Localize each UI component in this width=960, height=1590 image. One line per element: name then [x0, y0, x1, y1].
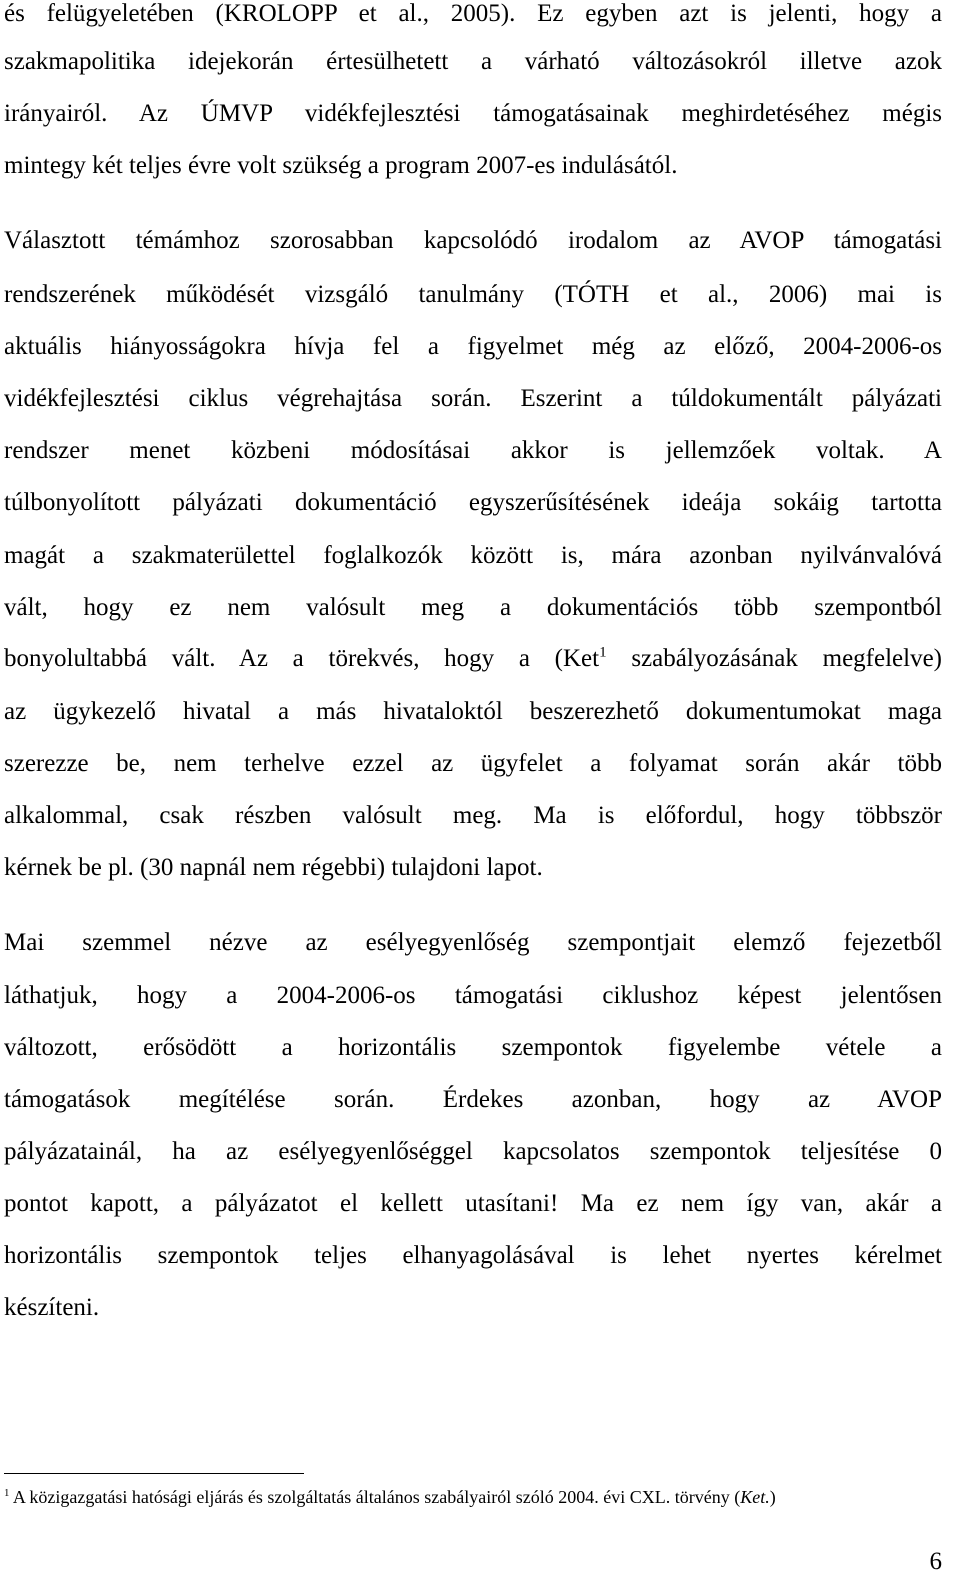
page-number: 6	[929, 1548, 942, 1575]
text-line: Választott témámhoz szorosabban kapcsolódó irodalom az AVOP támogatási	[4, 227, 942, 254]
text-line: Mai szemmel nézve az esélyegyenlőség szempontjait elemző fejezetből	[4, 929, 942, 956]
footnote-divider	[4, 1473, 304, 1474]
text-line: vált, hogy ez nem valósult meg a dokumentációs több szempontból	[4, 594, 942, 621]
text-line: és felügyeletében (KROLOPP et al., 2005). Ez egyben azt is jelenti, hogy a	[4, 0, 942, 27]
text-line: változott, erősödött a horizontális szempontok figyelembe vétele a	[4, 1034, 942, 1061]
text-line: horizontális szempontok teljes elhanyagolásával is lehet nyertes kérelmet	[4, 1242, 942, 1269]
text-fragment: bonyolultabbá vált. Az a törekvés, hogy a (Ket	[4, 645, 600, 672]
text-line: szakmapolitika idejekorán értesülhetett a várható változásokról illetve azok	[4, 48, 942, 75]
text-line: szerezze be, nem terhelve ezzel az ügyfelet a folyamat során akár több	[4, 750, 942, 777]
footnote-close: )	[769, 1487, 776, 1507]
text-line: rendszerének működését vizsgáló tanulmány (TÓTH et al., 2006) mai is	[4, 281, 942, 308]
text-line: pályázatainál, ha az esélyegyenlőséggel kapcsolatos szempontok teljesítése 0	[4, 1138, 942, 1165]
text-line: az ügykezelő hivatal a más hivataloktól beszerezhető dokumentumokat maga	[4, 698, 942, 725]
footnote-abbreviation: Ket.	[740, 1487, 770, 1507]
footnote-text: A közigazgatási hatósági eljárás és szolgáltatás általános szabályairól szóló 2004. évi CXL. törvény (	[9, 1487, 741, 1507]
text-line: magát a szakmaterülettel foglalkozók között is, mára azonban nyilvánvalóvá	[4, 542, 942, 569]
footnote-reference[interactable]: 1	[599, 644, 607, 661]
text-fragment: szabályozásának megfelelve)	[606, 645, 942, 672]
footnote	[4, 1487, 776, 1508]
text-line: készíteni.	[4, 1294, 100, 1321]
text-line: pontot kapott, a pályázatot el kellett utasítani! Ma ez nem így van, akár a	[4, 1190, 942, 1217]
text-line: aktuális hiányosságokra hívja fel a figyelmet még az előző, 2004-2006-os	[4, 333, 942, 360]
text-line: túlbonyolított pályázati dokumentáció egyszerűsítésének ideája sokáig tartotta	[4, 489, 942, 516]
text-line: mintegy két teljes évre volt szükség a program 2007-es indulásától.	[4, 152, 678, 179]
text-line-with-footnote-ref	[4, 645, 942, 673]
text-line: támogatások megítélése során. Érdekes azonban, hogy az AVOP	[4, 1086, 942, 1113]
text-line: vidékfejlesztési ciklus végrehajtása során. Eszerint a túldokumentált pályázati	[4, 385, 942, 412]
text-line: láthatjuk, hogy a 2004-2006-os támogatási ciklushoz képest jelentősen	[4, 982, 942, 1009]
text-line: irányairól. Az ÚMVP vidékfejlesztési támogatásainak meghirdetéséhez mégis	[4, 100, 942, 127]
text-line: alkalommal, csak részben valósult meg. Ma is előfordul, hogy többször	[4, 802, 942, 829]
footnote-marker: 1	[4, 1487, 10, 1499]
text-line: kérnek be pl. (30 napnál nem régebbi) tulajdoni lapot.	[4, 854, 543, 881]
text-line: rendszer menet közbeni módosításai akkor is jellemzőek voltak. A	[4, 437, 942, 464]
